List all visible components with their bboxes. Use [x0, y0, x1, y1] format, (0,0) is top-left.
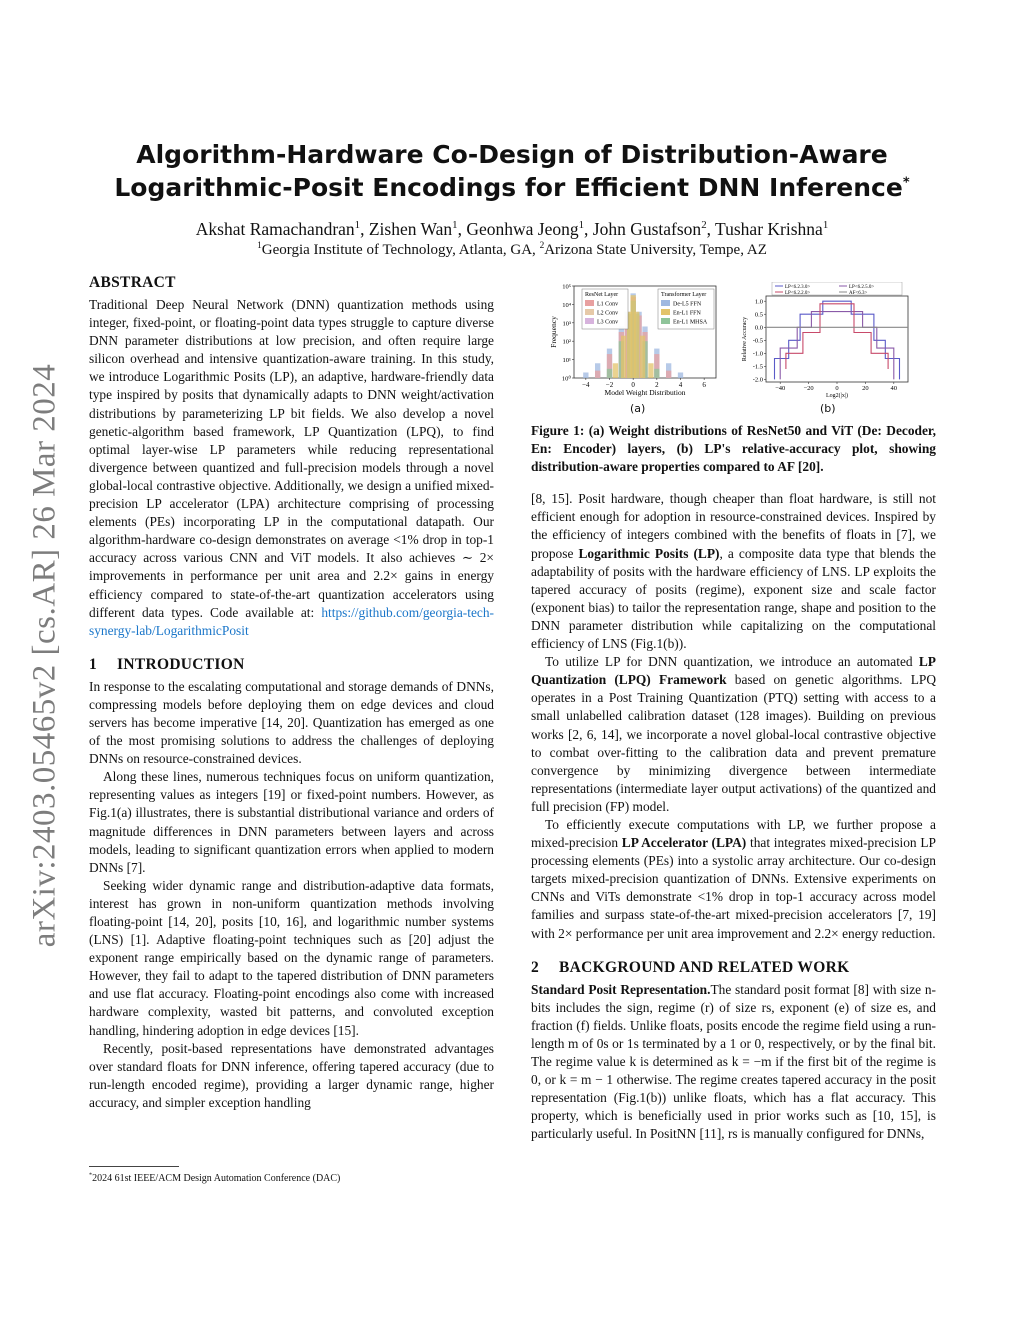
histogram-bar [678, 372, 683, 378]
figure-1a-label: (a) [630, 402, 646, 415]
x-tick-label: −2 [605, 381, 614, 389]
right-column [531, 422, 936, 1143]
body-paragraph: Standard Posit Representation.The standard posit format [8] with size n-bits includes the sign, regime (r) of size rs, exponent (e) of size es, and fraction (f) fields. Unlike floats, posits encode the regime field using a run-length m of 0s or 1s terminated by a 1 or 0, respectively, or by the final bit. The regime value k is determined as k = −m if the first bit of the regime is 0, or k = m − 1 otherwise. The regime creates tapered accuracy in the posit representation (Fig.1(b)) unlike floats, which has a flat accuracy. This property, which is beneficially used in prior works such as [10, 15], is particularly useful. In PositNN [11], rs is manually configured for DNNs, [531, 981, 936, 1142]
footnote: *2024 61st IEEE/ACM Design Automation Conference (DAC) [89, 1171, 341, 1184]
body-paragraph: To efficiently execute computations with LP, we further propose a mixed-precision LP Accelerator (LPA) that integrates mixed-precision LP processing elements (PEs) into a systolic array architecture. Our co-design targets mixed-precision quantization of DNNs. Extensive experiments on CNNs and ViTs demonstrate <1% drop in top-1 accuracy across model families and surpass state-of-the-art mixed-precision accelerators [7, 19] with 2× performance per unit area improvement and 2.2× energy reduction. [531, 816, 936, 941]
weight-distribution-chart [548, 282, 723, 400]
code-link[interactable]: https://github.com/georgia-tech-synergy-lab/LogarithmicPosit [89, 604, 494, 638]
legend-swatch [661, 300, 670, 306]
abstract-text: Traditional Deep Neural Network (DNN) quantization methods using integer, fixed-point, or floating-point data types struggle to capture diverse DNN parameter distributions at low precision, and often require large silicon overhead and intensive quantization-aware training. In this study, we introduce Logarithmic Posits (LP), an adaptive, hardware-friendly data type inspired by posits that dynamically adapts to DNN weight/activation distributions by parameterizing LP bit fields. We also develop a novel genetic-algorithm based framework, LP Quantization (LPQ), to find optimal layer-wise LP parameters while reducing representational divergence between quantized and full-precision models through a novel global-local contrastive objective. Additionally, we design a unified mixed-precision LP accelerator (LPA) architecture comprising of processing elements (PEs) incorporating LP in the computational datapath. Our algorithm-hardware co-design demonstrates on average <1% drop in top-1 accuracy across various CNN and ViT models. It also achieves ∼ 2× improvements in performance per unit area and 2.2× gains in energy efficiency compared to state-of-the-art quantization accelerators using different data types. Code available at: https://github.com/georgia-tech-synergy-lab/LogarithmicPosit [89, 297, 494, 638]
plot-frame [766, 296, 908, 382]
relative-accuracy-chart [740, 282, 912, 400]
section-2-heading: 2 BACKGROUND AND RELATED WORK [531, 958, 850, 976]
histogram-bar [634, 312, 639, 378]
y-tick-label: 10⁰ [561, 375, 571, 383]
histogram-bar [613, 363, 618, 378]
histogram-bar [607, 369, 612, 378]
legend-label: LP<6.2.5.0> [849, 285, 875, 290]
x-tick-label: −20 [803, 385, 814, 392]
x-tick-label: 0 [631, 381, 635, 389]
histogram-bar [648, 363, 653, 378]
y-tick-label: -0.5 [752, 337, 763, 345]
title-line-1: Algorithm-Hardware Co-Design of Distribution-Aware [136, 140, 888, 169]
figure-caption: Figure 1: (a) Weight distributions of ResNet50 and ViT (De: Decoder, En: Encoder) layers, (b) LP's relative-accuracy plot, showing distribution-aware properties compared to AF [20]. [531, 423, 936, 475]
arxiv-identifier [20, 355, 70, 955]
author-name: John Gustafson [592, 219, 702, 239]
legend-title: Transformer Layer [661, 292, 707, 298]
figure-1b-label: (b) [820, 402, 836, 415]
arxiv-identifier-text: arXiv:2403.05465v2 [cs.AR] 26 Mar 2024 [26, 363, 63, 947]
legend-label: En-L1 MHSA [673, 319, 708, 326]
y-tick-label: 10² [562, 338, 571, 346]
y-tick-label: 0.5 [754, 311, 763, 319]
x-tick-label: 40 [890, 385, 898, 392]
legend-label: LP<6.2.2.0> [785, 291, 811, 296]
author-name: Geonhwa Jeong [466, 219, 579, 239]
legend-swatch [661, 309, 670, 315]
author-list: Akshat Ramachandran$^1$, Zishen Wan$^1$, Geonhwa Jeong$^1$, John Gustafson$^2$, Tushar Krishna$^1$ [195, 219, 829, 239]
legend-swatch [585, 318, 594, 324]
title-footnote-mark: * [902, 175, 910, 191]
author-name: Akshat Ramachandran [195, 219, 355, 239]
y-axis-label: Frequency [549, 316, 558, 348]
x-tick-label: 2 [655, 381, 659, 389]
author-name: Zishen Wan [368, 219, 453, 239]
x-tick-label: 20 [862, 385, 869, 392]
left-column [89, 272, 494, 1112]
intro-paragraph: Along these lines, numerous techniques focus on uniform quantization, representing values as integers [19] or fixed-point numbers. However, as Fig.1(a) illustrates, there is substantial distributional variance and orders of magnitude differences in DNN parameters between layers and across models, leading to significant quantization errors when applied to modern DNNs [7]. [89, 769, 494, 875]
affiliations: $^1$Georgia Institute of Technology, Atlanta, GA, $^2$Arizona State University, Tempe, AZ [257, 241, 767, 258]
legend-label: LP<6.2.3.0> [785, 285, 811, 290]
figure-1b [740, 282, 912, 417]
y-axis-label: Relative Accuracy [742, 316, 748, 362]
x-tick-label: 4 [678, 381, 683, 389]
author-name: Tushar Krishna [715, 219, 823, 239]
x-axis-label: Log2(|x|) [825, 393, 849, 399]
histogram-bar [654, 369, 659, 378]
intro-paragraph: Recently, posit-based representations have demonstrated advantages over standard floats for DNN inference, offering tapered accuracy (due to run-length encoded regime), providing a larger dynamic range, higher accuracy, and simpler exception handling [89, 1040, 494, 1110]
legend-label: En-L1 FFN [673, 310, 701, 317]
legend-label: L2 Conv [597, 310, 619, 317]
y-tick-label: -2.0 [752, 376, 763, 384]
y-tick-label: 10¹ [562, 357, 571, 365]
paper-title [90, 138, 934, 204]
legend-swatch [585, 309, 594, 315]
affiliation-2: Arizona State University, Tempe, AZ [544, 242, 767, 258]
intro-paragraph: Seeking wider dynamic range and distribution-adaptive data formats, interest has grown in non-uniform quantization methods involving floating-point [14, 20], posits [10, 16], and logarithmic number systems (LNS) [1]. Adaptive floating-point techniques such as [20] adjust the exponent range empirically based on the dynamic range of parameters. However, they fail to adapt to the tapered distribution of DNN parameters and use flat accuracy. Floating-point encodings also come with increased hardware complexity, wasted bit patterns, and convoluted exception handling, hindering adoption in edge devices [15]. [89, 877, 494, 1038]
y-tick-label: -1.0 [752, 350, 763, 358]
legend-label: De-L5 FFN [673, 301, 702, 308]
x-tick-label: 0 [835, 385, 839, 392]
body-paragraph: [8, 15]. Posit hardware, though cheaper than float hardware, is still not efficient enough for adoption in resource-constrained devices. Inspired by the efficiency of integers combined with the benefits of floats in [7], we propose Logarithmic Posits (LP), a composite data type that blends the adaptability of posits with the hardware efficiency of LNS. LP exploits the tapered accuracy of posits (regime), exponent size and scale factor (exponent bias) to tailor the representation range, shape and position to the DNN parameter distribution while capitalizing on the computational efficiency of LNS (Fig.1(b)). [531, 491, 936, 652]
affiliation-1: Georgia Institute of Technology, Atlanta, GA, [261, 242, 540, 258]
histogram-bar [666, 371, 671, 378]
legend-label: AF<6.3> [849, 291, 868, 296]
y-tick-label: 10⁵ [562, 283, 571, 291]
intro-paragraph: In response to the escalating computational and storage demands of DNNs, compressing models before deploying them on edge devices and cloud servers has become imperative [14, 20]. Quantization has emerged as one of the most promising solutions to address the challenges of deploying DNNs on resource-constrained devices. [89, 678, 494, 767]
y-tick-label: 10³ [562, 320, 571, 328]
title-line-2: Logarithmic-Posit Encodings for Efficient DNN Inference* [114, 173, 910, 202]
x-axis-label: Model Weight Distribution [604, 388, 686, 397]
abstract-heading: ABSTRACT [89, 274, 176, 291]
histogram-bar [621, 336, 626, 378]
legend-swatch [585, 300, 594, 306]
x-tick-label: −40 [775, 385, 786, 392]
body-paragraph: To utilize LP for DNN quantization, we introduce an automated LP Quantization (LPQ) Framework based on genetic algorithms. LPQ operates in a Post Training Quantization (PTQ) setting with access to a small unlabelled calibration dataset (128 images). Building on previous works [2, 6, 14], we incorporate a novel global-local contrastive objective to combat over-fitting to the calibration data and prevent premature convergence by minimizing divergence between intermediate representations (intermediate layer output activations) of the quantized and full precision (FP) model. [531, 654, 936, 814]
figure-1a [548, 282, 723, 417]
legend-title: ResNet Layer [585, 292, 619, 298]
intro-heading: 1 INTRODUCTION [89, 655, 245, 673]
histogram-bar [595, 371, 600, 378]
histogram-bar [583, 372, 588, 378]
footnote-rule [89, 1166, 179, 1167]
y-tick-label: 0.0 [754, 324, 763, 332]
y-tick-label: -1.5 [752, 363, 763, 371]
histogram-bar [640, 336, 645, 378]
legend-label: L3 Conv [597, 319, 619, 326]
legend-label: L1 Conv [597, 301, 619, 308]
x-tick-label: −4 [582, 381, 590, 389]
y-tick-label: 1.0 [754, 298, 763, 306]
x-tick-label: 6 [702, 381, 706, 389]
legend-swatch [661, 318, 670, 324]
y-tick-label: 10⁴ [562, 301, 571, 309]
